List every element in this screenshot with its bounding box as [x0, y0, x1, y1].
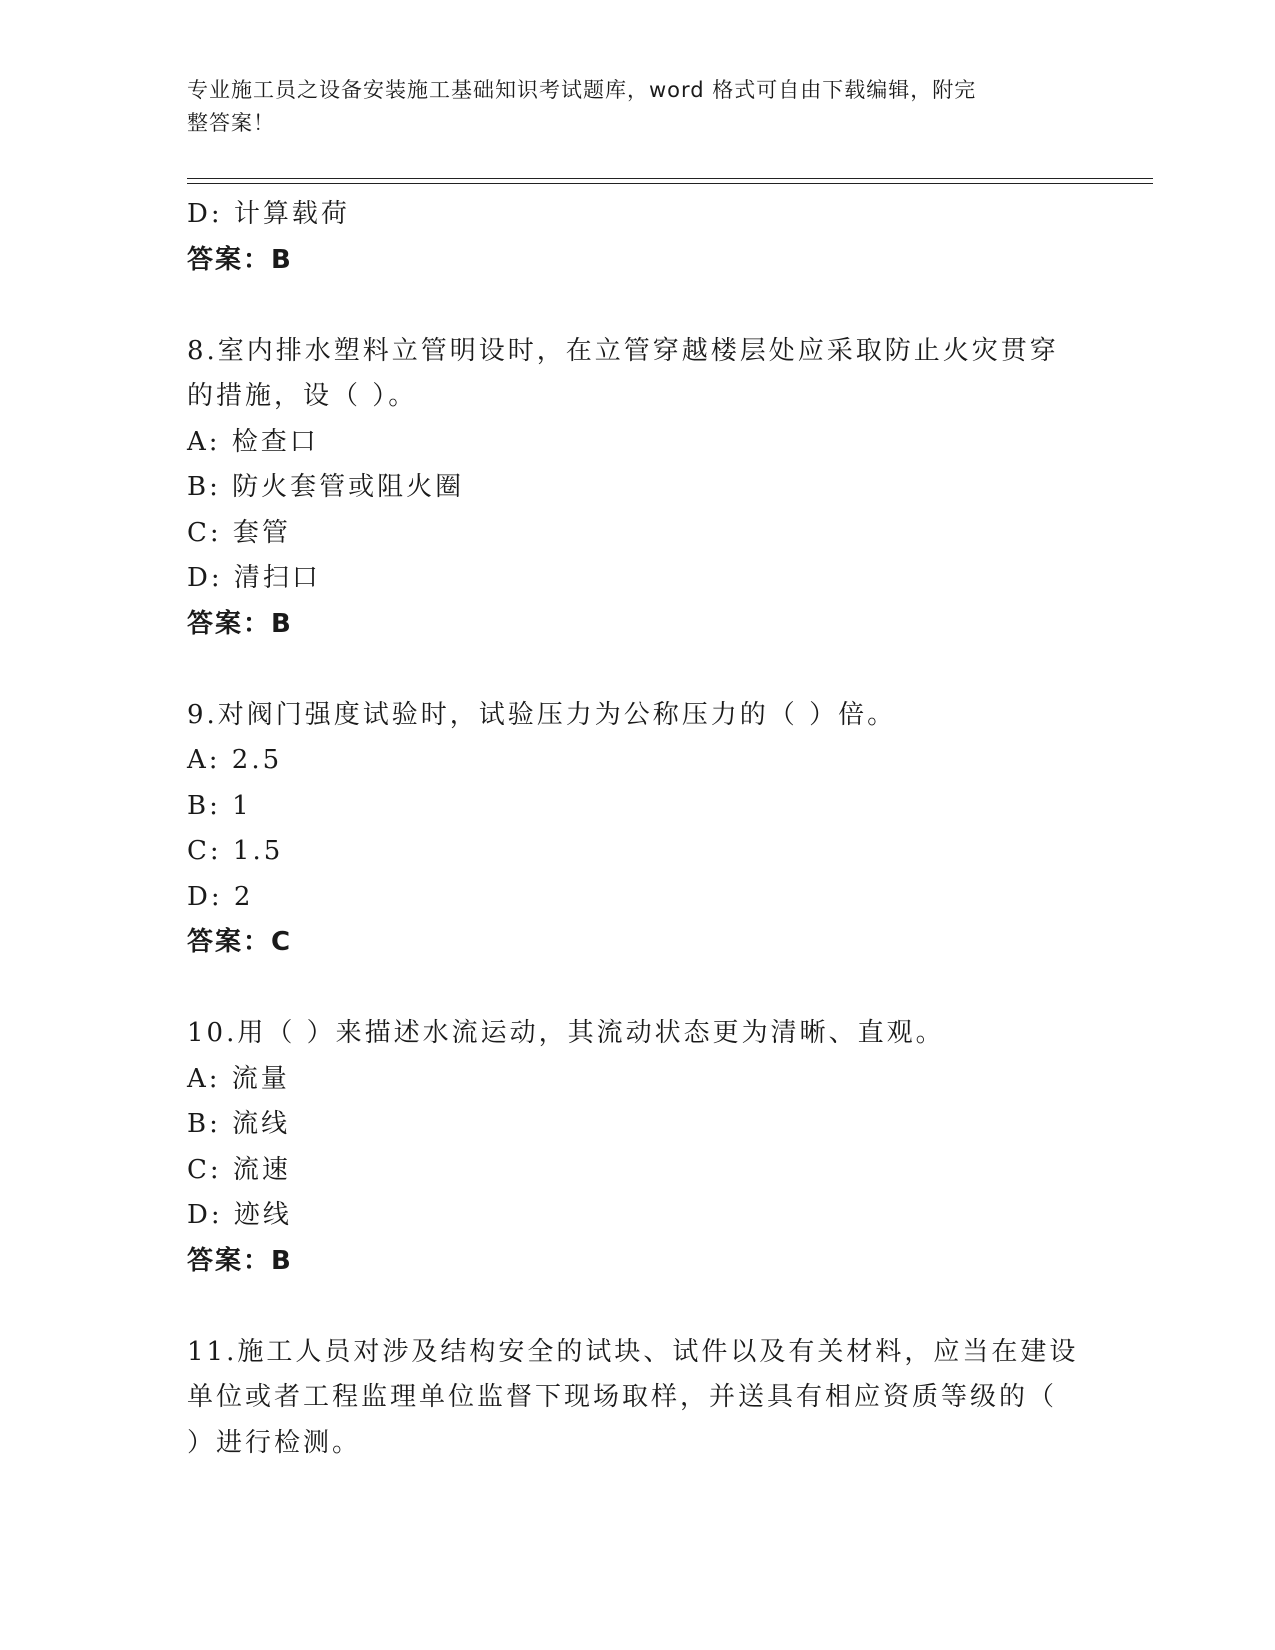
question-8-option-d: D: 清扫口: [187, 563, 321, 593]
question-10-option-c: C: 流速: [187, 1154, 291, 1185]
spacer: [187, 647, 1087, 693]
question-9-option-b: B: 1: [187, 790, 252, 821]
question-11-text-line-2: 单位或者工程监理单位监督下现场取样，并送具有相应资质等级的（: [187, 1382, 1058, 1412]
spacer: [187, 283, 1087, 329]
prev-option-d: D: 计算载荷: [187, 199, 350, 229]
question-9-option-a: A: 2.5: [187, 745, 283, 775]
question-8: [187, 329, 1087, 648]
question-10-option-d: D: 迹线: [187, 1200, 292, 1230]
question-10-text-line-1: 10.用（ ）来描述水流运动，其流动状态更为清晰、直观。: [187, 1018, 945, 1048]
question-11-text-line-3: ）进行检测。: [187, 1427, 362, 1458]
question-9-answer: 答案：C: [187, 927, 293, 957]
question-9: [187, 693, 1087, 966]
question-9-option-d: D: 2: [187, 881, 254, 912]
question-9-text-line-1: 9.对阀门强度试验时，试验压力为公称压力的（ ）倍。: [187, 699, 897, 730]
header-line-2: 整答案！: [187, 111, 275, 135]
question-8-option-c: C: 套管: [187, 517, 291, 548]
question-8-text-line-2: 的措施，设（ ）。: [187, 381, 418, 411]
question-11: [187, 1330, 1087, 1467]
question-10-answer: 答案：B: [187, 1245, 293, 1276]
question-9-option-c: C: 1.5: [187, 836, 284, 866]
question-10-option-b: B: 流线: [187, 1109, 291, 1139]
page-header: [187, 74, 1067, 140]
question-10: [187, 1011, 1087, 1284]
question-list: [187, 192, 1087, 1466]
question-8-option-a: A: 检查口: [187, 426, 319, 457]
spacer: [187, 1284, 1087, 1330]
prev-answer: 答案：B: [187, 244, 293, 275]
question-10-option-a: A: 流量: [187, 1063, 290, 1094]
header-divider-top: [187, 178, 1153, 179]
question-11-text-line-1: 11.施工人员对涉及结构安全的试块、试件以及有关材料，应当在建设: [187, 1336, 1079, 1367]
header-divider-bottom: [187, 183, 1153, 184]
question-8-answer: 答案：B: [187, 608, 293, 639]
header-line-1: 专业施工员之设备安装施工基础知识考试题库，word 格式可自由下载编辑，附完: [187, 78, 977, 102]
question-8-text-line-1: 8.室内排水塑料立管明设时，在立管穿越楼层处应采取防止火灾贯穿: [187, 335, 1059, 366]
spacer: [187, 966, 1087, 1012]
question-8-option-b: B: 防火套管或阻火圈: [187, 472, 465, 502]
